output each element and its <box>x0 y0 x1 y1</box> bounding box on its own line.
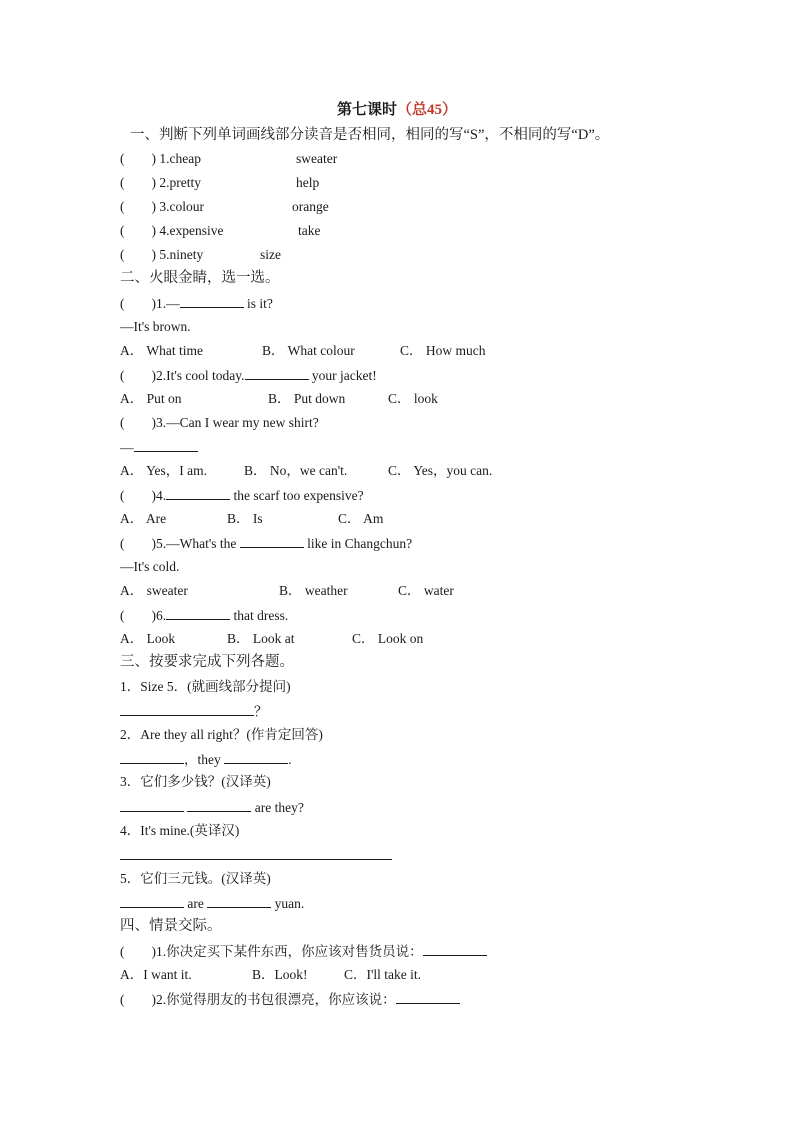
s2-q4 <box>120 486 364 505</box>
s3-q1: 1．Size 5．(就画线部分提问) <box>120 679 291 694</box>
s2-q3-opt-a: A． Yes，I am. <box>120 463 208 478</box>
page-title <box>0 100 794 120</box>
answer-blank[interactable] <box>423 942 487 956</box>
s2-q1-opt-b: B． What colour <box>262 343 355 358</box>
s2-q4-opt-a: A． Are <box>120 511 167 526</box>
s2-q4-opt-c: C． Am <box>338 511 384 526</box>
s2-q2-opt-c: C． look <box>388 391 438 406</box>
s1-item-4-right: take <box>298 223 321 238</box>
s2-q1 <box>120 294 273 313</box>
section-2-heading: 二、火眼金睛，选一选。 <box>120 270 280 286</box>
answer-blank[interactable] <box>396 990 460 1004</box>
s2-q6-opt-c: C． Look on <box>352 631 424 646</box>
s1-item-3-left: ( ) 3.colour <box>120 199 204 214</box>
s2-q3-reply <box>120 438 198 457</box>
s4-q2-prompt: ( )2.你觉得朋友的书包很漂亮，你应该说： <box>120 992 396 1007</box>
s2-q3-opt-c: C． Yes，you can. <box>388 463 493 478</box>
s3-q2: 2．Are they all right？(作肯定回答) <box>120 727 323 742</box>
s2-q2-prefix: ( )2.It's cool today. <box>120 368 245 383</box>
answer-blank[interactable] <box>240 534 304 548</box>
s3-q2-answer <box>120 750 292 769</box>
s3-q5-end: yuan. <box>271 896 305 911</box>
s3-q3: 3．它们多少钱？(汉译英) <box>120 774 271 789</box>
title-main: 第七课时 <box>336 102 397 118</box>
s2-q6 <box>120 606 288 625</box>
s3-q2-end: . <box>288 752 292 767</box>
answer-blank[interactable] <box>180 294 244 308</box>
section-1-heading: 一、判断下列单词画线部分读音是否相同，相同的写“S”，不相同的写“D”。 <box>130 127 610 143</box>
s4-q1-opt-c: C．I'll take it. <box>344 967 422 982</box>
s3-q5: 5．它们三元钱。(汉译英) <box>120 871 271 886</box>
s3-q5-answer <box>120 894 304 913</box>
s2-q5-opt-a: A． sweater <box>120 583 188 598</box>
s2-q2-opt-a: A． Put on <box>120 391 182 406</box>
s1-item-2-right: help <box>296 175 320 190</box>
section-3-heading: 三、按要求完成下列各题。 <box>120 654 294 670</box>
s3-q2-mid: ，they <box>184 752 225 767</box>
s2-q6-prefix: ( )6. <box>120 608 167 623</box>
s3-q3-end: are they? <box>251 800 304 815</box>
s2-q5-suffix: like in Changchun? <box>303 536 413 551</box>
s2-q1-reply: —It's brown. <box>120 319 191 334</box>
s2-q5-prefix: ( )5.—What's the <box>120 536 240 551</box>
s1-item-3-right: orange <box>292 199 329 214</box>
answer-blank[interactable] <box>120 798 184 812</box>
section-4-heading: 四、情景交际。 <box>120 918 222 934</box>
s2-q4-prefix: ( )4. <box>120 488 167 503</box>
s4-q1-opt-b: B．Look! <box>252 967 308 982</box>
s4-q2 <box>120 990 460 1009</box>
s3-q1-end: ？ <box>254 704 268 719</box>
s1-item-2-left: ( ) 2.pretty <box>120 175 201 190</box>
answer-blank[interactable] <box>166 486 230 500</box>
answer-blank[interactable] <box>120 750 184 764</box>
s4-q1 <box>120 942 487 961</box>
answer-blank[interactable] <box>120 702 254 716</box>
answer-blank[interactable] <box>224 750 288 764</box>
answer-blank[interactable] <box>120 894 184 908</box>
s3-q1-answer <box>120 702 268 721</box>
s1-item-1-left: ( ) 1.cheap <box>120 151 201 166</box>
s1-item-5-right: size <box>260 247 281 262</box>
answer-blank[interactable] <box>187 798 251 812</box>
s2-q1-opt-a: A． What time <box>120 343 203 358</box>
answer-blank[interactable] <box>245 366 309 380</box>
s3-q3-answer <box>120 798 304 817</box>
s2-q3: ( )3.—Can I wear my new shirt? <box>120 415 319 430</box>
s2-q1-opt-c: C． How much <box>400 343 486 358</box>
s2-q2 <box>120 366 377 385</box>
s2-q5-opt-c: C． water <box>398 583 454 598</box>
s2-q3-dash: — <box>120 440 134 455</box>
answer-blank[interactable] <box>207 894 271 908</box>
s2-q2-suffix: your jacket! <box>308 368 377 383</box>
s4-q1-opt-a: A．I want it. <box>120 967 192 982</box>
title-sub: （总45） <box>397 102 458 118</box>
s2-q6-opt-a: A． Look <box>120 631 176 646</box>
s2-q6-suffix: that dress. <box>230 608 289 623</box>
s2-q2-opt-b: B． Put down <box>268 391 346 406</box>
s1-item-4-left: ( ) 4.expensive <box>120 223 224 238</box>
s2-q4-suffix: the scarf too expensive? <box>230 488 364 503</box>
s3-q5-mid: are <box>184 896 208 911</box>
s3-q4: 4．It's mine.(英译汉) <box>120 823 240 838</box>
s1-item-1-right: sweater <box>296 151 338 166</box>
s1-item-5-left: ( ) 5.ninety <box>120 247 204 262</box>
s2-q1-suffix: is it? <box>243 296 273 311</box>
s2-q1-prefix: ( )1.— <box>120 296 180 311</box>
answer-blank[interactable] <box>166 606 230 620</box>
s2-q5-opt-b: B． weather <box>279 583 348 598</box>
answer-line[interactable] <box>120 858 392 860</box>
s2-q4-opt-b: B． Is <box>227 511 263 526</box>
s2-q5 <box>120 534 412 553</box>
s4-q1-prompt: ( )1.你决定买下某件东西，你应该对售货员说： <box>120 944 423 959</box>
s2-q6-opt-b: B． Look at <box>227 631 295 646</box>
s2-q5-reply: —It's cold. <box>120 559 180 574</box>
s2-q3-opt-b: B． No，we can't. <box>244 463 348 478</box>
answer-blank[interactable] <box>134 438 198 452</box>
